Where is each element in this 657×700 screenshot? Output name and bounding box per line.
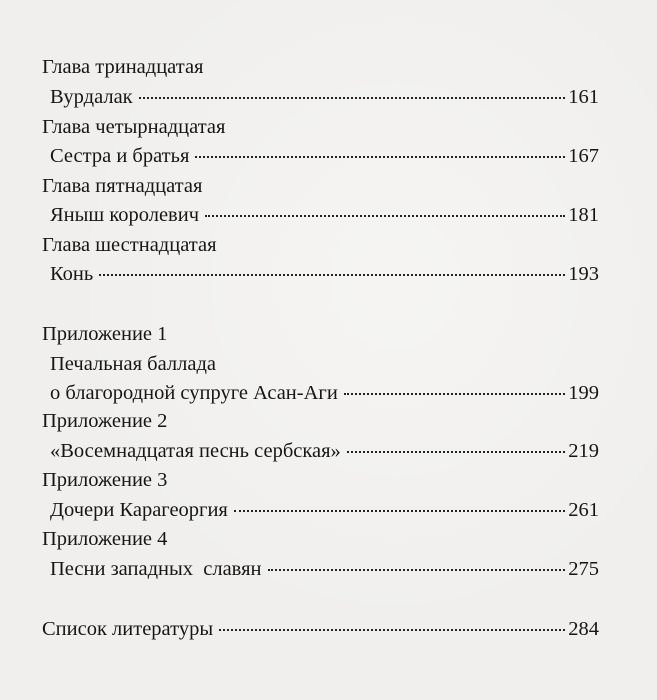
- chapter-heading: Глава пятнадцатая: [42, 175, 203, 197]
- leader-dots: [195, 155, 565, 158]
- page-number: 284: [568, 618, 599, 640]
- toc-heading-appendix-3: [0, 465, 657, 495]
- toc-entry-sister-and-brothers: [0, 141, 657, 171]
- entry-title: Конь: [50, 263, 94, 285]
- leader-dots: [205, 214, 565, 217]
- leader-dots: [234, 509, 565, 512]
- chapter-heading: Глава тринадцатая: [42, 56, 204, 78]
- toc-heading-chapter-16: [0, 230, 657, 260]
- page-number: 167: [568, 145, 599, 167]
- page-number: 261: [568, 499, 599, 521]
- toc-heading-appendix-2: [0, 406, 657, 436]
- page-number: 181: [568, 204, 599, 226]
- entry-title: Яныш королевич: [50, 204, 200, 226]
- toc-entry-ballad-line1: [0, 349, 657, 379]
- entry-title: Вурдалак: [50, 86, 133, 108]
- page-number: 275: [568, 558, 599, 580]
- leader-dots: [219, 628, 565, 631]
- toc-heading-chapter-15: [0, 171, 657, 201]
- appendix-heading: Приложение 3: [42, 469, 168, 491]
- toc-entry-west-slavs-songs: [0, 554, 657, 584]
- toc-heading-chapter-14: [0, 112, 657, 142]
- toc-entry-vurdalak: [0, 82, 657, 112]
- entry-title: «Восемнадцатая песнь сербская»: [50, 440, 341, 462]
- toc-heading-appendix-1: [0, 319, 657, 349]
- appendix-heading: Приложение 1: [42, 323, 168, 345]
- toc-heading-chapter-13: [0, 52, 657, 82]
- page-number: 219: [568, 440, 599, 462]
- appendix-heading: Приложение 4: [42, 528, 168, 550]
- toc-entry-yanysh: [0, 200, 657, 230]
- leader-dots: [347, 450, 565, 453]
- page-number: 193: [568, 263, 599, 285]
- leader-dots: [99, 273, 565, 276]
- chapter-heading: Глава шестнадцатая: [42, 234, 217, 256]
- chapter-heading: Глава четырнадцатая: [42, 116, 226, 138]
- entry-title: Сестра и братья: [50, 145, 190, 167]
- entry-title: Дочери Карагеоргия: [50, 499, 228, 521]
- toc-entry-bibliography: [0, 614, 657, 644]
- leader-dots: [344, 392, 565, 395]
- leader-dots: [139, 96, 566, 99]
- page-number: 199: [568, 382, 599, 404]
- page-number: 161: [568, 86, 599, 108]
- appendix-heading: Приложение 2: [42, 410, 168, 432]
- entry-title: Песни западных славян: [50, 558, 262, 580]
- leader-dots: [268, 568, 566, 571]
- toc-entry-karageorgiy-daughters: [0, 495, 657, 525]
- toc-heading-appendix-4: [0, 524, 657, 554]
- entry-title-line2: о благородной супруге Асан-Аги: [50, 382, 338, 404]
- entry-title: Список литературы: [42, 618, 214, 640]
- toc-entry-eighteenth-song: [0, 436, 657, 466]
- toc-entry-ballad-line2: [0, 378, 657, 408]
- toc-entry-kon: [0, 259, 657, 289]
- entry-title-line1: Печальная баллада: [50, 353, 216, 375]
